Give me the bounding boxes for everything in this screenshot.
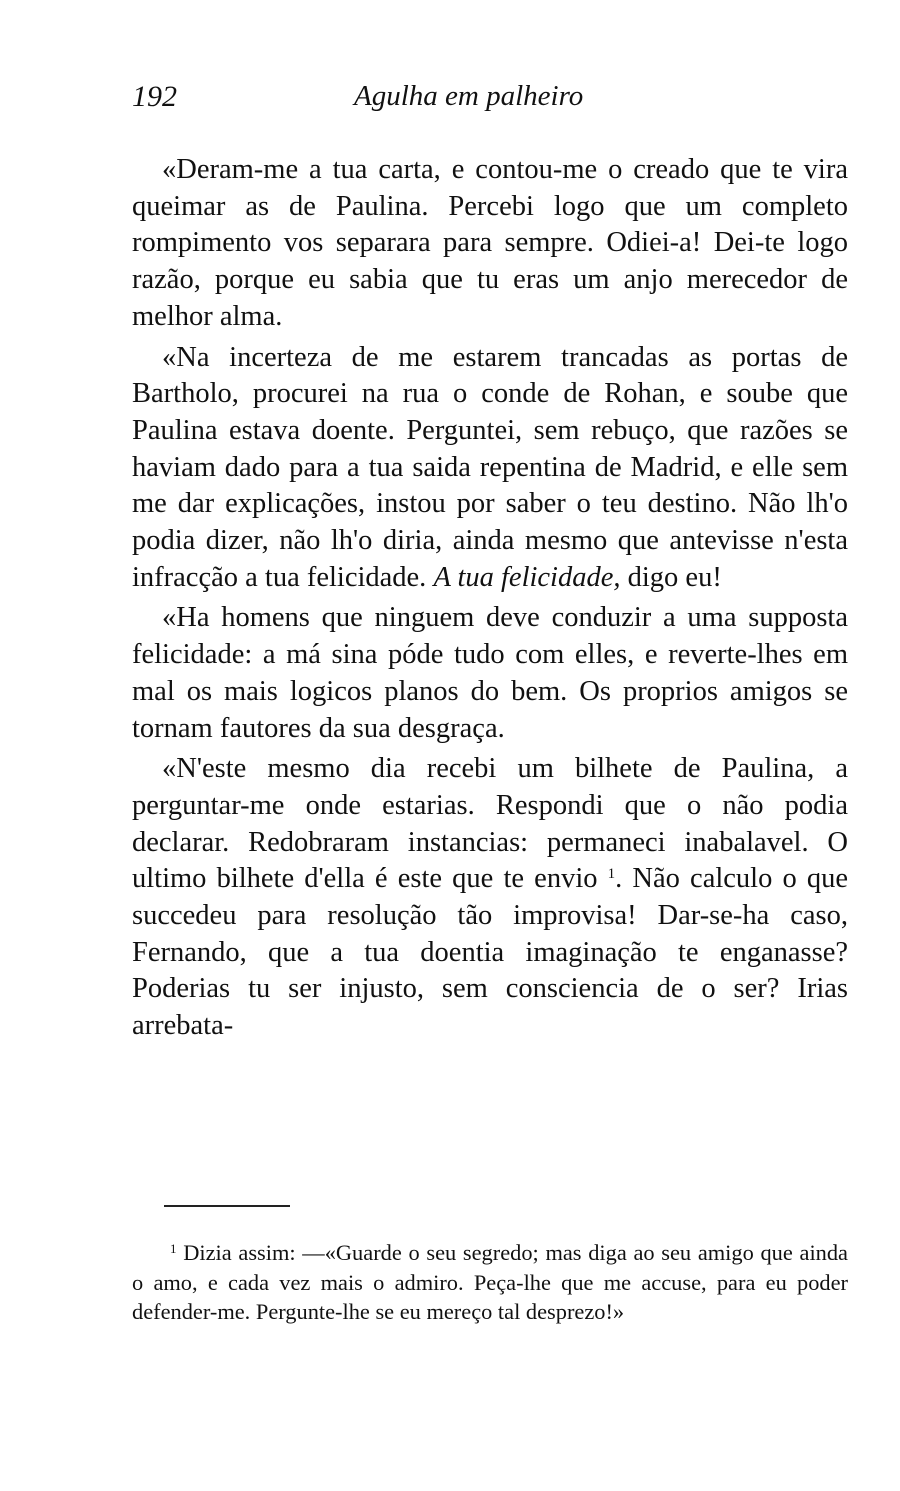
footnote-text: Dizia assim: —«Guarde o seu segredo; mas diga ao seu amigo que ainda o amo, e cada vez mais o admiro. Peça-lhe que me accuse, para eu poder defender-me. Pergunte-lhe se eu mereço tal desprezo!» [132,1240,848,1324]
running-title: Agulha em palheiro [354,80,584,112]
paragraph [132,340,848,597]
paragraph-text: . Não calculo o que succedeu para resolução tão improvisa! Dar-se-ha caso, Fernando, que a tua doentia imaginação te enganasse? Poderias tu ser injusto, sem consciencia de o ser? Irias arrebata- [132,863,849,1042]
paragraph: «Ha homens que ninguem deve conduzir a uma supposta felicidade: a má sina póde tudo com elles, e reverte-lhes em mal os mais logicos planos do bem. Os proprios amigos se tornam fautores da sua desgraça. [132,602,848,744]
emphasis: A tua felicidade, [433,561,621,593]
footnotes [132,1238,848,1327]
footnote-divider [164,1205,290,1207]
footnote [132,1238,848,1327]
page-header [132,80,852,120]
footnote-marker: 1 [170,1241,177,1256]
paragraph-text: «N'este mesmo dia recebi um bilhete de Paulina, a perguntar-me onde estarias. Respondi que o não podia declarar. Redobraram instancias: permaneci inabalavel. O ultimo bilhete d'ella é este que te envio [132,753,848,895]
page-number: 192 [132,80,177,113]
footnote-reference: 1 [607,866,616,883]
paragraph-text: digo eu! [627,561,722,593]
paragraph [132,751,848,1045]
paragraph: «Deram-me a tua carta, e contou-me o creado que te vira queimar as de Paulina. Percebi logo que um completo rompimento vos separara para sempre. Odiei-a! Dei-te logo razão, porque eu sabia que tu eras um anjo merecedor de melhor alma. [132,154,848,332]
paragraph-text: «Na incerteza de me estarem trancadas as portas de Bartholo, procurei na rua o conde de Rohan, e soube que Paulina estava doente. Perguntei, sem rebuço, que razões se haviam dado para a tua saida repentina de Madrid, e elle sem me dar explicações, instou por saber o teu destino. Não lh'o podia dizer, não lh'o diria, ainda mesmo que antevisse n'esta infracção a tua felicidade. [132,341,848,593]
body-text [132,152,848,1045]
